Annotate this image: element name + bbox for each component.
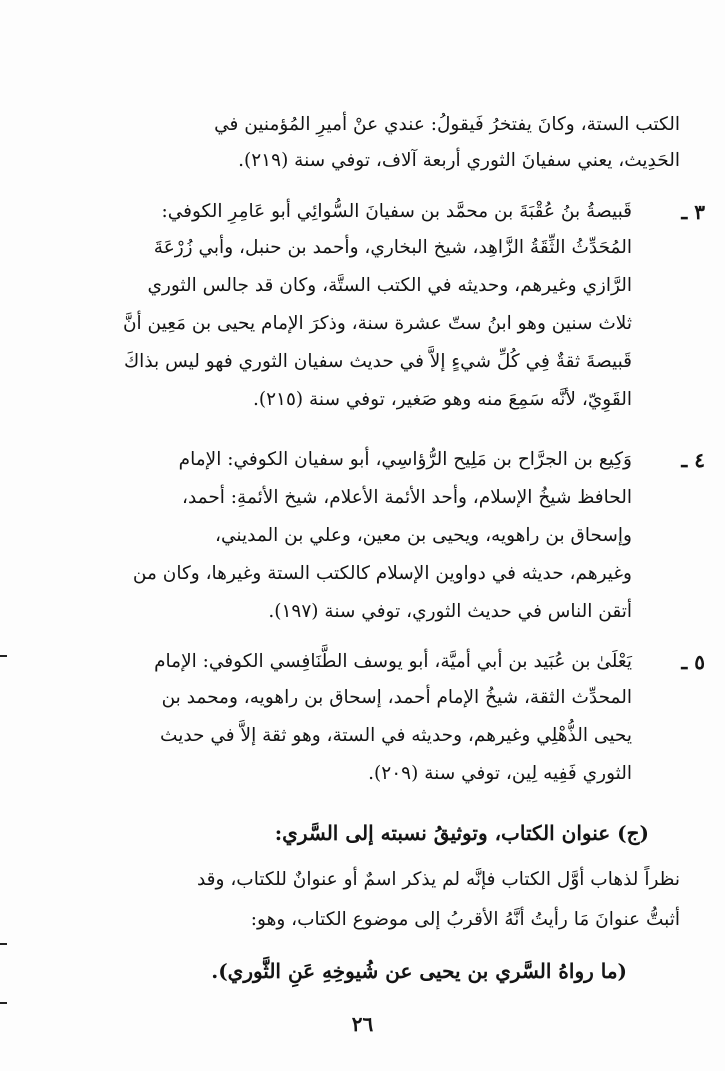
entry-3 — [72, 200, 632, 420]
entry-number: ٤ ـ — [681, 448, 705, 472]
text-line: نظراً لذهاب أوَّل الكتاب فإنَّه لم يذكر اسمٌ أو عنوانٌ للكتاب، وقد — [196, 869, 680, 890]
entry-number: ٣ ـ — [681, 200, 705, 224]
paragraph-bottom — [70, 868, 680, 938]
entry-4 — [72, 448, 632, 628]
scan-edge-mark — [0, 943, 7, 945]
paragraph-top — [70, 113, 680, 173]
book-title: (ما رواهُ السَّري بن يحيى عن شُيوخِهِ عَنِ الثَّوري). — [211, 959, 627, 983]
text-line: الحافظ شيخُ الإسلام، وأحد الأئمة الأعلام، شيخ الأئمةِ: أحمد، — [181, 487, 632, 508]
text-line: يَعْلَىٰ بن عُبَيد بن أبي أميَّة، أبو يوسف الطَّنَافِسي الكوفي: الإمام — [154, 651, 632, 672]
text-line: وَكِيع بن الجرَّاح بن مَلِيح الرُّؤاسِي، أبو سفيان الكوفي: الإمام — [178, 449, 632, 470]
page-number: ٢٦ — [351, 1012, 374, 1036]
text-line: وغيرهم، حديثه في دواوين الإسلام كالكتب الستة وغيرها، وكان من — [132, 563, 632, 584]
text-line: الحَدِيث، يعني سفيانَ الثوري أربعة آلاف، توفي سنة (٢١٩). — [238, 150, 680, 171]
entry-5 — [72, 650, 632, 800]
text-line: المُحَدِّثُ الثِّقَةُ الزَّاهِد، شيخ البخاري، وأحمد بن حنبل، وأبي زُرْعَةَ — [153, 237, 632, 258]
scan-edge-mark — [0, 655, 7, 657]
entry-number: ٥ ـ — [681, 650, 705, 674]
text-line: ثلاث سنين وهو ابنُ ستّ عشرة سنة، وذكرَ الإمام يحيى بن مَعِين أنَّ — [122, 313, 632, 334]
text-line: قَبيصةَ ثقةٌ فِي كُلِّ شيءٍ إلاَّ في حديث سفيان الثوري فهو ليس بذاكَ — [123, 351, 632, 372]
text-line: أتقن الناس في حديث الثوري، توفي سنة (١٩٧). — [268, 601, 632, 622]
text-line: الرَّازي وغيرهم، وحديثه في الكتب الستَّة، وكان قد جالس الثوري — [147, 275, 632, 296]
text-line: المحدِّث الثقة، شيخُ الإمام أحمد، إسحاق بن راهويه، ومحمد بن — [161, 687, 632, 708]
text-line: وإسحاق بن راهويه، ويحيى بن معين، وعلي بن المديني، — [215, 525, 632, 546]
text-line: القَوِيّ، لأنَّه سَمِعَ منه وهو صَغير، توفي سنة (٢١٥). — [252, 389, 632, 410]
text-line: الكتب الستة، وكانَ يفتخرُ فَيقولُ: عندي عنْ أميرِ المُؤمنين في — [214, 114, 680, 135]
text-line: يحيى الذُّهْلِي وغيرهم، وحديثه في الستة، وهو ثقة إلاَّ في حديث — [160, 725, 632, 746]
text-line: الثوري فَفِيه لِين، توفي سنة (٢٠٩). — [368, 763, 632, 784]
scan-edge-mark — [0, 1002, 7, 1004]
text-line: قَبيصةُ بنُ عُقْبَةَ بن محمَّد بن سفيانَ السُّوائِي أبو عَامِرِ الكوفي: — [161, 201, 632, 222]
text-line: أثبتُّ عنوانَ مَا رأيتُ أنَّهُ الأقربُ إلى موضوع الكتاب، وهو: — [250, 909, 680, 930]
section-heading: (ج) عنوان الكتاب، وتوثيقُ نسبته إلى السَّري: — [274, 821, 649, 845]
